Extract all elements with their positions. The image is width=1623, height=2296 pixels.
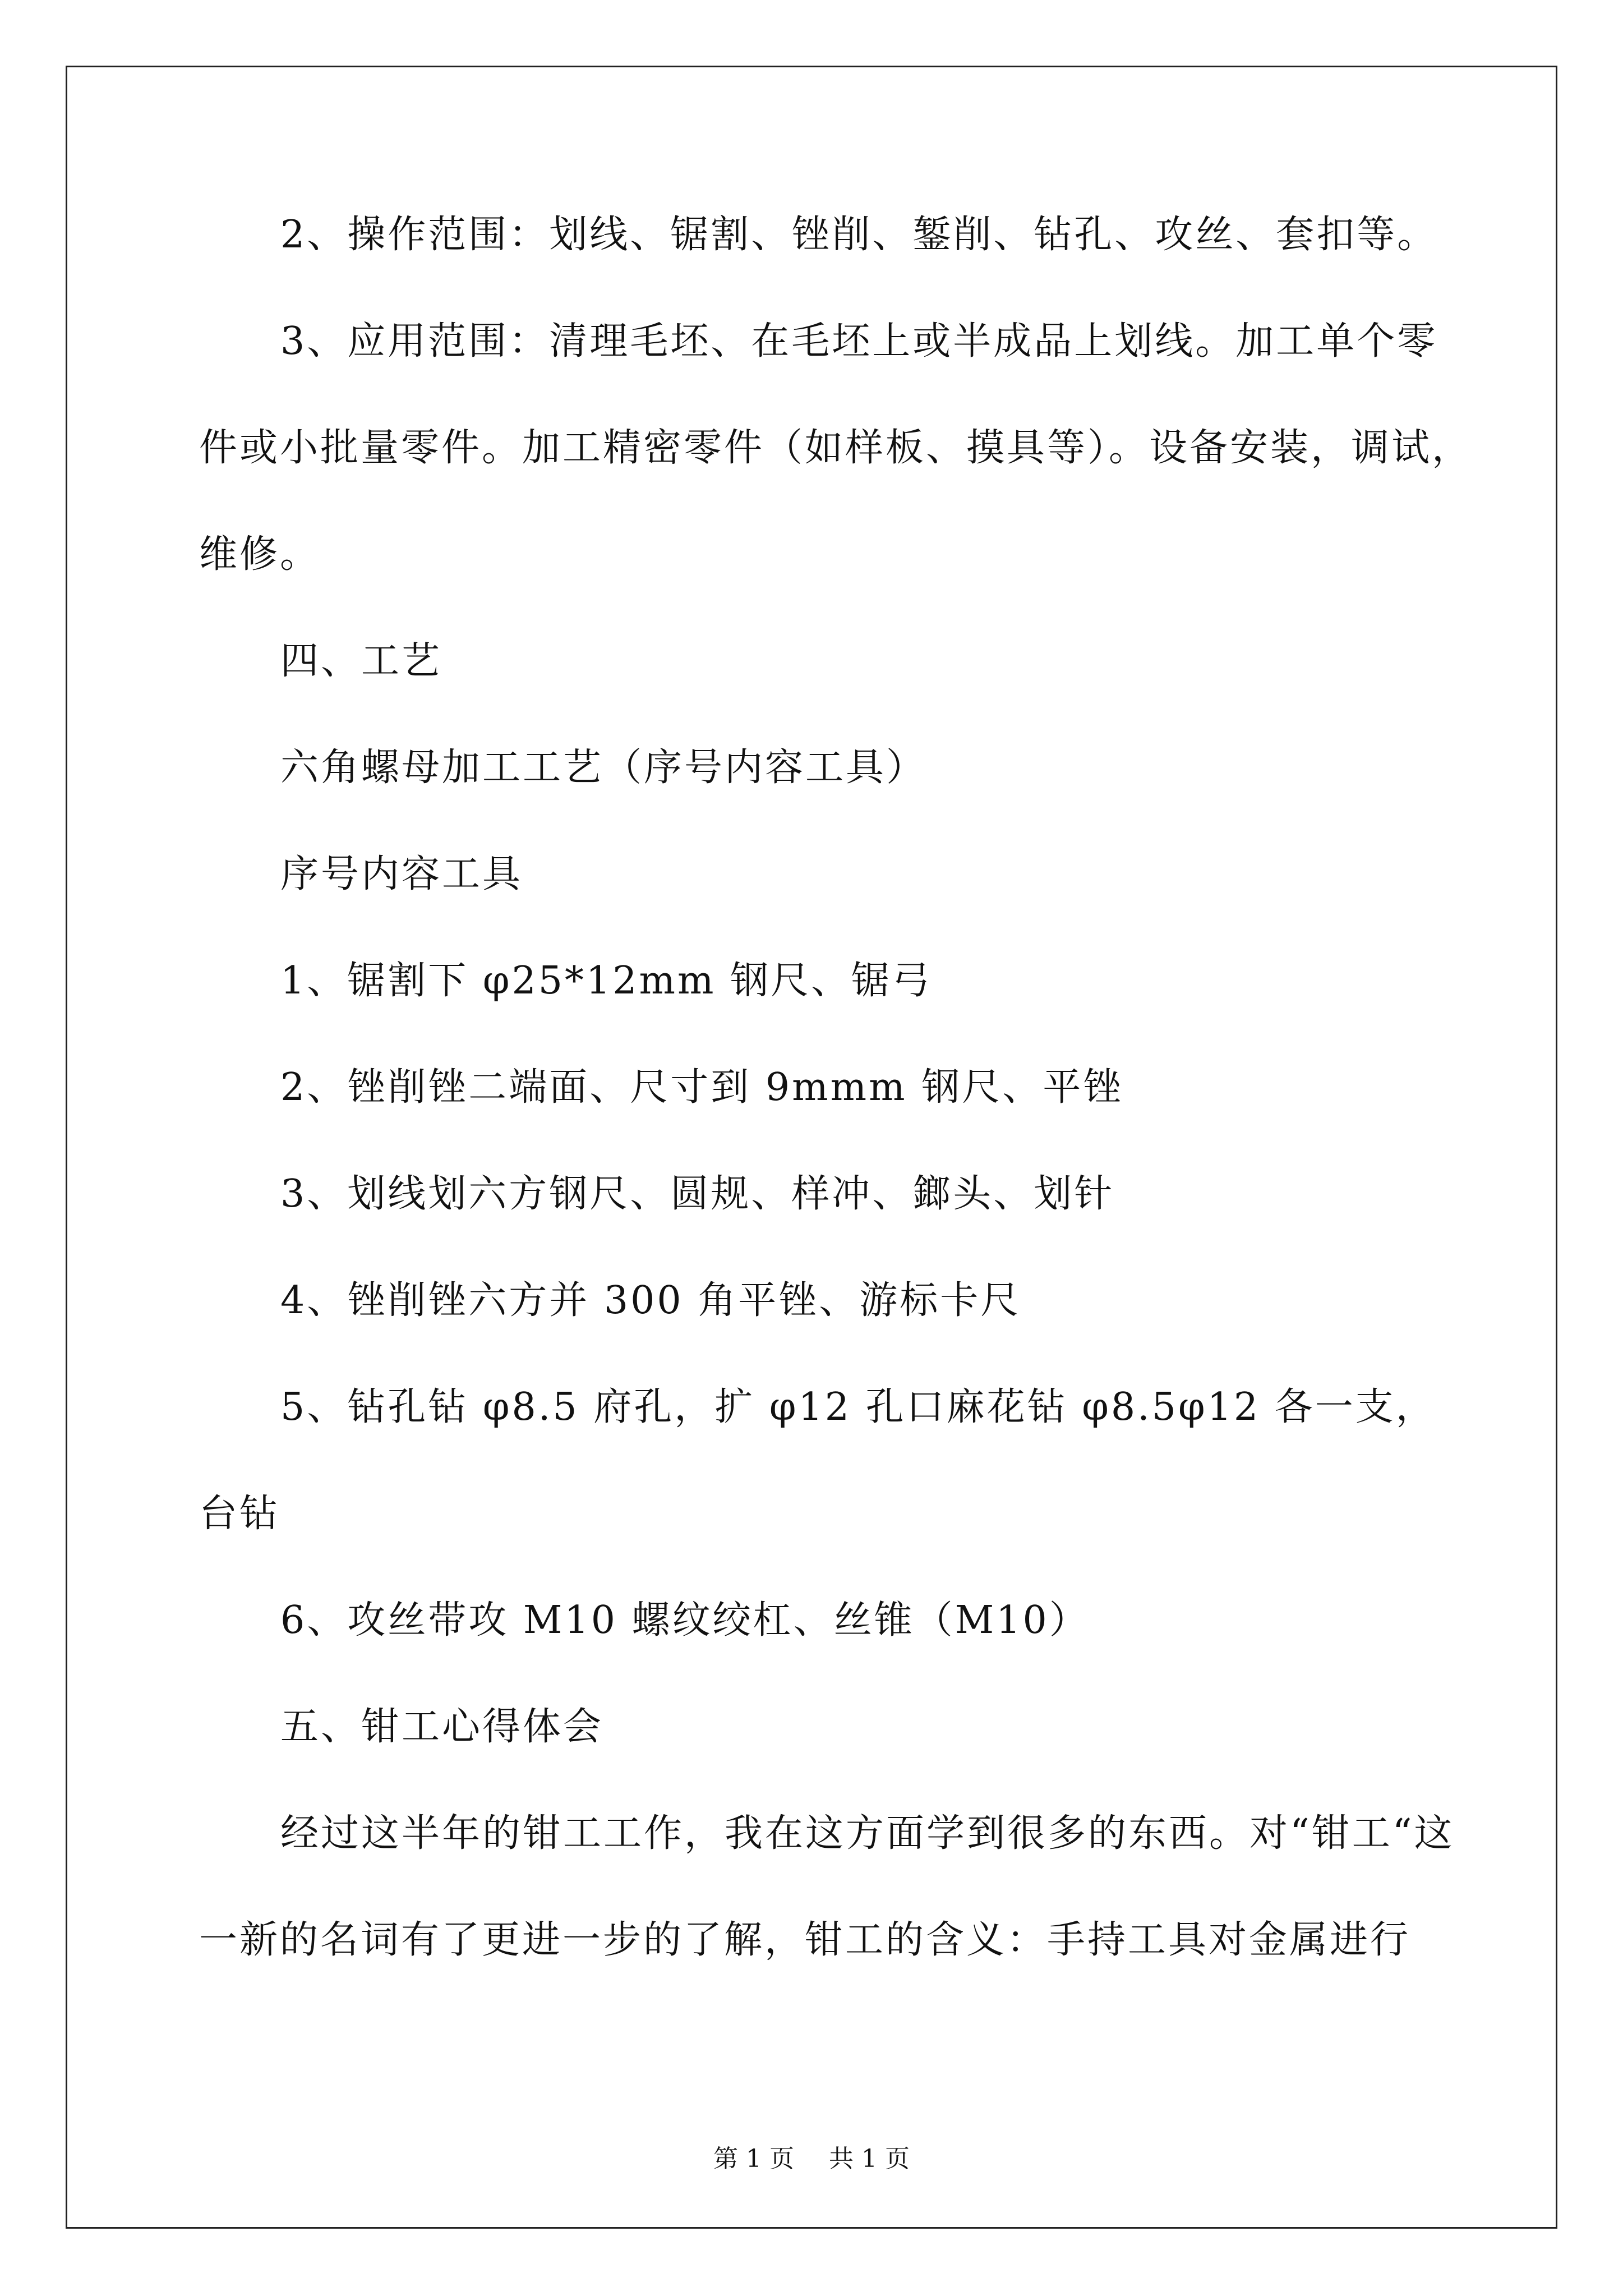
paragraph-line: 一新的名词有了更进一步的了解，钳工的含义：手持工具对金属进行	[199, 1918, 1411, 1962]
process-step: 2、锉削锉二端面、尺寸到 9mmm 钢尺、平锉	[280, 1065, 1124, 1110]
paragraph-line: 序号内容工具	[280, 852, 523, 896]
process-step: 4、锉削锉六方并 300 角平锉、游标卡尺	[280, 1278, 1021, 1323]
section-heading: 四、工艺	[280, 639, 442, 683]
page-border	[66, 66, 1557, 2229]
paragraph-line: 件或小批量零件。加工精密零件（如样板、摸具等）。设备安装，调试，	[199, 426, 1473, 470]
process-step: 3、划线划六方钢尺、圆规、样冲、鎯头、划针	[280, 1172, 1115, 1216]
page-number-total: 共 1 页	[829, 2145, 910, 2173]
process-step: 5、钻孔钻 φ8.5 府孔，扩 φ12 孔口麻花钻 φ8.5φ12 各一支，	[280, 1385, 1436, 1429]
paragraph-line: 3、应用范围：清理毛坯、在毛坯上或半成品上划线。加工单个零	[280, 319, 1438, 364]
paragraph-line: 六角螺母加工工艺（序号内容工具）	[280, 746, 927, 790]
section-heading: 五、钳工心得体会	[280, 1705, 604, 1749]
process-step: 1、锯割下 φ25*12mm 钢尺、锯弓	[280, 959, 933, 1003]
process-step-continued: 台钻	[199, 1492, 280, 1536]
page-number-current: 第 1 页	[713, 2145, 794, 2173]
paragraph-line: 经过这半年的钳工工作，我在这方面学到很多的东西。对“钳工“这	[280, 1811, 1455, 1856]
process-step: 6、攻丝带攻 M10 螺纹绞杠、丝锥（M10）	[280, 1598, 1090, 1642]
paragraph-line: 维修。	[199, 532, 321, 577]
paragraph-line: 2、操作范围：划线、锯割、锉削、錾削、钻孔、攻丝、套扣等。	[280, 213, 1438, 257]
page-footer	[0, 2138, 1623, 2174]
